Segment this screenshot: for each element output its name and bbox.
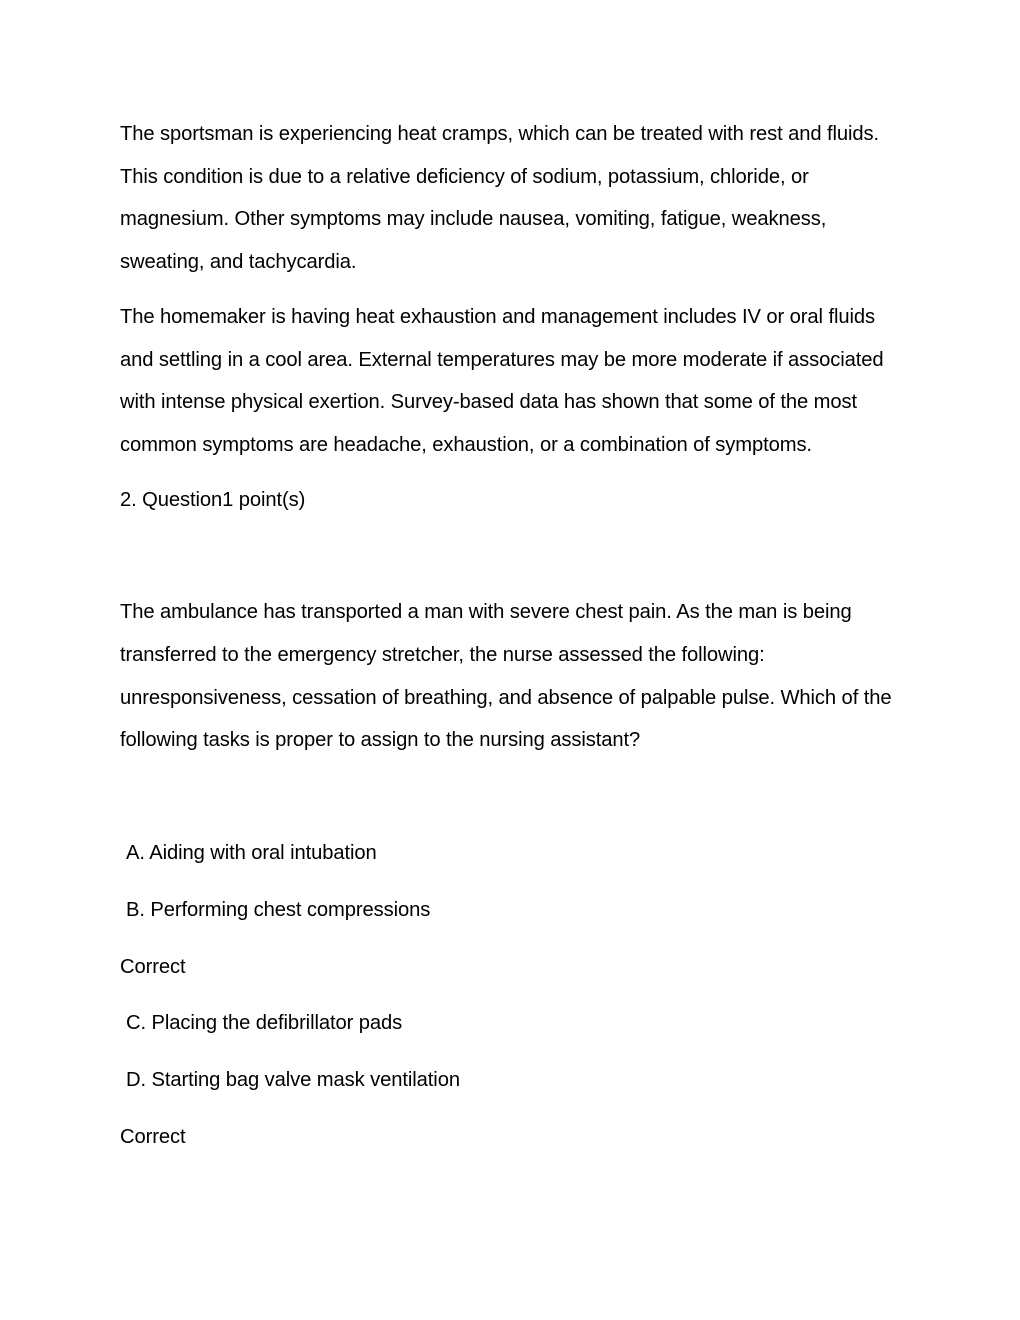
correct-label: Correct — [120, 955, 186, 978]
explanation-paragraph-heat-cramps: The sportsman is experiencing heat cramps, which can be treated with rest and fluids. This condition is due to a relative deficiency of sodium, potassium, chloride, or magnesium. Other symptoms may include nausea, vomiting, fatigue, weakness, sweating, and tachycardia. — [120, 123, 880, 274]
answer-option-c[interactable]: C. Placing the defibrillator pads — [126, 1012, 403, 1035]
answer-option-d[interactable]: D. Starting bag valve mask ventilation — [126, 1068, 460, 1091]
document-content — [120, 113, 910, 1172]
question-text: The ambulance has transported a man with severe chest pain. As the man is being transferred to the emergency stretcher, the nurse assessed the following: unresponsiveness, cessation of breathing, and absence of palpable pulse. Which of the following tasks is proper to assign to the nursing assistant? — [120, 601, 892, 752]
explanation-paragraph-heat-exhaustion: The homemaker is having heat exhaustion and management includes IV or oral fluids and settling in a cool area. External temperatures may be more moderate if associated with intense physical exertion. Survey-based data has shown that some of the most common symptoms are headache, exhaustion, or a combination of symptoms. — [120, 305, 884, 456]
answer-option-b[interactable]: B. Performing chest compressions — [126, 898, 431, 921]
answer-option-a[interactable]: A. Aiding with oral intubation — [126, 842, 377, 865]
correct-label: Correct — [120, 1125, 186, 1148]
question-heading: 2. Question1 point(s) — [120, 488, 306, 511]
